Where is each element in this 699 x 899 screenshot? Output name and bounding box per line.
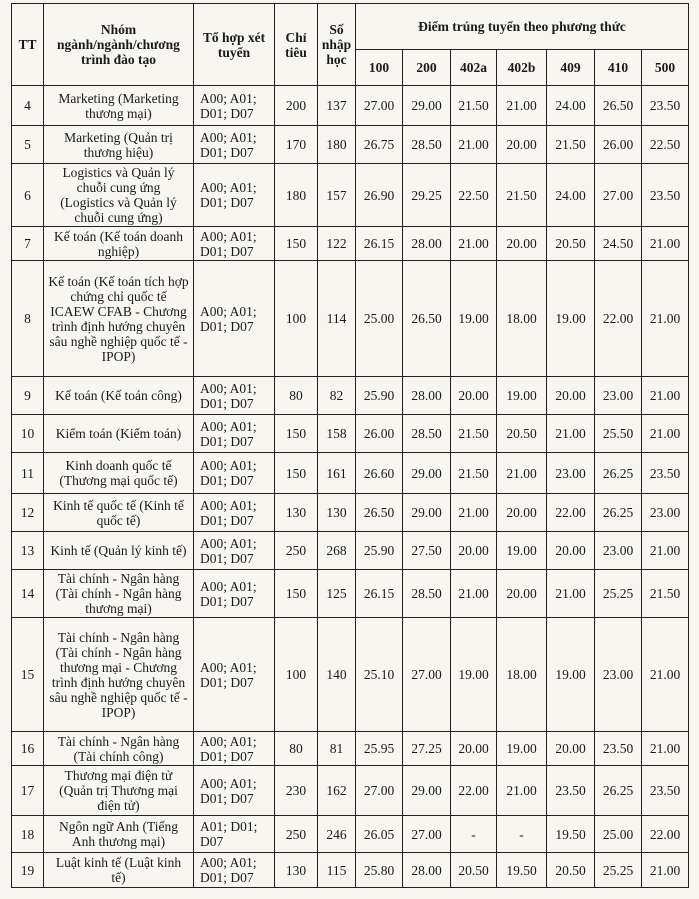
row-program: Ngôn ngữ Anh (Tiếng Anh thương mại): [44, 816, 194, 853]
header-method: 200: [403, 50, 451, 86]
row-enrolled: 81: [318, 732, 356, 766]
row-score: 25.90: [356, 377, 403, 415]
row-score: 28.00: [403, 227, 451, 261]
header-enrolled: Số nhập học: [318, 4, 356, 86]
row-score: 21.00: [642, 732, 689, 766]
row-score: 25.50: [595, 415, 642, 453]
row-quota: 130: [275, 853, 318, 888]
row-score: 23.50: [642, 766, 689, 816]
table-row: [12, 816, 689, 853]
row-enrolled: 122: [318, 227, 356, 261]
row-score: 26.25: [595, 453, 642, 494]
row-tt: 4: [12, 86, 44, 126]
row-score: 21.00: [642, 227, 689, 261]
row-score: 28.50: [403, 570, 451, 618]
row-score: 26.75: [356, 126, 403, 164]
row-tt: 17: [12, 766, 44, 816]
row-combination: A00; A01; D01; D07: [194, 377, 275, 415]
row-tt: 10: [12, 415, 44, 453]
row-score: 21.00: [497, 86, 547, 126]
row-enrolled: 115: [318, 853, 356, 888]
row-score: 21.00: [451, 494, 497, 532]
row-combination: A01; D01; D07: [194, 816, 275, 853]
row-score: 27.00: [595, 164, 642, 227]
row-enrolled: 161: [318, 453, 356, 494]
row-score: 27.25: [403, 732, 451, 766]
row-score: 19.50: [497, 853, 547, 888]
row-score: 22.50: [451, 164, 497, 227]
row-combination: A00; A01; D01; D07: [194, 164, 275, 227]
table-row: [12, 732, 689, 766]
row-program: Kinh tế quốc tế (Kinh tế quốc tế): [44, 494, 194, 532]
row-tt: 5: [12, 126, 44, 164]
row-score: 26.90: [356, 164, 403, 227]
row-score: 21.50: [451, 415, 497, 453]
row-score: 28.00: [403, 853, 451, 888]
row-score: 23.00: [595, 377, 642, 415]
row-enrolled: 137: [318, 86, 356, 126]
row-score: 21.50: [451, 86, 497, 126]
row-enrolled: 130: [318, 494, 356, 532]
row-score: 23.50: [642, 86, 689, 126]
row-score: 26.60: [356, 453, 403, 494]
row-program: Kinh doanh quốc tế (Thương mại quốc tế): [44, 453, 194, 494]
row-combination: A00; A01; D01; D07: [194, 126, 275, 164]
header-method: 410: [595, 50, 642, 86]
table-row: [12, 853, 689, 888]
row-combination: A00; A01; D01; D07: [194, 86, 275, 126]
table-row: [12, 126, 689, 164]
row-quota: 130: [275, 494, 318, 532]
row-program: Kế toán (Kế toán công): [44, 377, 194, 415]
row-score: 26.50: [356, 494, 403, 532]
row-enrolled: 114: [318, 261, 356, 377]
row-score: 26.00: [595, 126, 642, 164]
row-combination: A00; A01; D01; D07: [194, 453, 275, 494]
row-score: 27.00: [403, 618, 451, 732]
row-score: 21.50: [497, 164, 547, 227]
row-quota: 200: [275, 86, 318, 126]
row-enrolled: 125: [318, 570, 356, 618]
row-score: 26.15: [356, 227, 403, 261]
table-body: [12, 86, 689, 888]
row-score: 21.00: [642, 377, 689, 415]
row-score: -: [497, 816, 547, 853]
header-method: 500: [642, 50, 689, 86]
row-program: Kiểm toán (Kiểm toán): [44, 415, 194, 453]
row-score: 21.00: [642, 618, 689, 732]
row-score: 21.00: [451, 570, 497, 618]
row-score: 29.00: [403, 494, 451, 532]
row-score: 23.50: [595, 732, 642, 766]
row-enrolled: 140: [318, 618, 356, 732]
row-score: 20.50: [497, 415, 547, 453]
row-program: Thương mại điện tử (Quản trị Thương mại điện tử): [44, 766, 194, 816]
row-score: 21.50: [642, 570, 689, 618]
admission-score-table: [11, 3, 689, 888]
row-score: 20.00: [547, 377, 595, 415]
row-tt: 15: [12, 618, 44, 732]
row-combination: A00; A01; D01; D07: [194, 766, 275, 816]
row-score: 21.00: [547, 415, 595, 453]
row-program: Luật kinh tế (Luật kinh tế): [44, 853, 194, 888]
row-score: 26.15: [356, 570, 403, 618]
header-quota: Chỉ tiêu: [275, 4, 318, 86]
row-score: 25.25: [595, 570, 642, 618]
row-tt: 11: [12, 453, 44, 494]
row-tt: 12: [12, 494, 44, 532]
row-score: 21.00: [642, 532, 689, 570]
row-quota: 80: [275, 377, 318, 415]
row-score: 20.00: [497, 494, 547, 532]
row-tt: 9: [12, 377, 44, 415]
table-row: [12, 261, 689, 377]
row-quota: 230: [275, 766, 318, 816]
row-combination: A00; A01; D01; D07: [194, 415, 275, 453]
row-combination: A00; A01; D01; D07: [194, 261, 275, 377]
row-score: 25.25: [595, 853, 642, 888]
row-score: 21.00: [642, 853, 689, 888]
row-quota: 170: [275, 126, 318, 164]
row-score: 24.00: [547, 164, 595, 227]
row-score: 26.50: [403, 261, 451, 377]
row-score: 20.00: [451, 732, 497, 766]
row-tt: 16: [12, 732, 44, 766]
row-combination: A00; A01; D01; D07: [194, 532, 275, 570]
row-score: 19.00: [451, 261, 497, 377]
row-enrolled: 246: [318, 816, 356, 853]
row-combination: A00; A01; D01; D07: [194, 618, 275, 732]
row-score: 27.50: [403, 532, 451, 570]
row-score: 20.00: [547, 532, 595, 570]
header-program: Nhóm ngành/ngành/chương trình đào tạo: [44, 4, 194, 86]
row-score: 21.00: [642, 261, 689, 377]
row-score: 21.50: [451, 453, 497, 494]
row-score: 19.00: [547, 261, 595, 377]
row-score: 24.00: [547, 86, 595, 126]
row-score: 20.00: [497, 126, 547, 164]
row-score: 21.50: [547, 126, 595, 164]
row-quota: 80: [275, 732, 318, 766]
row-quota: 150: [275, 227, 318, 261]
table-row: [12, 164, 689, 227]
row-score: 20.00: [547, 732, 595, 766]
row-score: 21.00: [451, 227, 497, 261]
row-program: Logistics và Quản lý chuỗi cung ứng (Logistics và Quản lý chuỗi cung ứng): [44, 164, 194, 227]
row-combination: A00; A01; D01; D07: [194, 570, 275, 618]
row-score: 27.00: [403, 816, 451, 853]
row-score: 25.00: [356, 261, 403, 377]
row-score: 26.25: [595, 494, 642, 532]
row-tt: 14: [12, 570, 44, 618]
row-score: 20.50: [547, 853, 595, 888]
table-row: [12, 618, 689, 732]
table-row: [12, 453, 689, 494]
row-score: 26.25: [595, 766, 642, 816]
row-program: Kế toán (Kế toán doanh nghiệp): [44, 227, 194, 261]
row-score: 28.50: [403, 415, 451, 453]
row-score: 22.00: [642, 816, 689, 853]
row-tt: 13: [12, 532, 44, 570]
row-score: 29.00: [403, 766, 451, 816]
table-row: [12, 532, 689, 570]
row-combination: A00; A01; D01; D07: [194, 732, 275, 766]
row-score: -: [451, 816, 497, 853]
row-score: 22.00: [595, 261, 642, 377]
header-method: 402a: [451, 50, 497, 86]
row-score: 20.50: [547, 227, 595, 261]
header-scores-group: Điểm trúng tuyển theo phương thức: [356, 4, 689, 50]
row-score: 23.00: [547, 453, 595, 494]
row-score: 25.95: [356, 732, 403, 766]
row-score: 20.50: [451, 853, 497, 888]
header-combination: Tổ hợp xét tuyển: [194, 4, 275, 86]
row-score: 26.50: [595, 86, 642, 126]
header-method: 100: [356, 50, 403, 86]
row-quota: 150: [275, 570, 318, 618]
row-score: 27.00: [356, 86, 403, 126]
row-quota: 180: [275, 164, 318, 227]
row-combination: A00; A01; D01; D07: [194, 853, 275, 888]
row-score: 19.00: [497, 732, 547, 766]
row-score: 20.00: [451, 532, 497, 570]
row-score: 20.00: [497, 570, 547, 618]
row-enrolled: 158: [318, 415, 356, 453]
row-quota: 100: [275, 261, 318, 377]
row-enrolled: 180: [318, 126, 356, 164]
row-program: Tài chính - Ngân hàng (Tài chính - Ngân hàng thương mại): [44, 570, 194, 618]
row-program: Kinh tế (Quản lý kinh tế): [44, 532, 194, 570]
row-score: 19.50: [547, 816, 595, 853]
row-quota: 100: [275, 618, 318, 732]
row-score: 21.00: [451, 126, 497, 164]
row-combination: A00; A01; D01; D07: [194, 494, 275, 532]
row-score: 23.50: [642, 164, 689, 227]
row-score: 21.00: [497, 766, 547, 816]
row-tt: 8: [12, 261, 44, 377]
row-score: 29.25: [403, 164, 451, 227]
row-program: Tài chính - Ngân hàng (Tài chính - Ngân hàng thương mại - Chương trình định hướng chuyên sâu nghề nghiệp quốc tế - IPOP): [44, 618, 194, 732]
header-method: 402b: [497, 50, 547, 86]
row-score: 23.00: [595, 532, 642, 570]
row-enrolled: 162: [318, 766, 356, 816]
row-score: 27.00: [356, 766, 403, 816]
row-score: 19.00: [497, 377, 547, 415]
row-score: 28.50: [403, 126, 451, 164]
row-tt: 7: [12, 227, 44, 261]
table-header: [12, 4, 689, 86]
table-row: [12, 86, 689, 126]
row-score: 18.00: [497, 261, 547, 377]
row-score: 19.00: [497, 532, 547, 570]
row-score: 25.00: [595, 816, 642, 853]
row-score: 25.80: [356, 853, 403, 888]
table-row: [12, 377, 689, 415]
row-score: 21.00: [497, 453, 547, 494]
row-score: 21.00: [642, 415, 689, 453]
table-row: [12, 494, 689, 532]
row-score: 20.00: [497, 227, 547, 261]
row-score: 19.00: [547, 618, 595, 732]
row-score: 22.50: [642, 126, 689, 164]
row-program: Marketing (Quản trị thương hiệu): [44, 126, 194, 164]
table-row: [12, 227, 689, 261]
row-score: 23.00: [642, 494, 689, 532]
table-row: [12, 766, 689, 816]
row-score: 25.90: [356, 532, 403, 570]
row-program: Marketing (Marketing thương mại): [44, 86, 194, 126]
row-score: 29.00: [403, 86, 451, 126]
row-enrolled: 82: [318, 377, 356, 415]
row-enrolled: 157: [318, 164, 356, 227]
row-score: 28.00: [403, 377, 451, 415]
row-quota: 250: [275, 816, 318, 853]
row-tt: 18: [12, 816, 44, 853]
header-method: 409: [547, 50, 595, 86]
row-score: 29.00: [403, 453, 451, 494]
row-quota: 250: [275, 532, 318, 570]
row-tt: 6: [12, 164, 44, 227]
row-score: 19.00: [451, 618, 497, 732]
row-score: 26.00: [356, 415, 403, 453]
row-score: 23.00: [595, 618, 642, 732]
row-score: 22.00: [451, 766, 497, 816]
table-row: [12, 570, 689, 618]
row-score: 22.00: [547, 494, 595, 532]
row-tt: 19: [12, 853, 44, 888]
row-program: Kế toán (Kế toán tích hợp chứng chỉ quốc tế ICAEW CFAB - Chương trình định hướng chuyên sâu nghề nghiệp quốc tế - IPOP): [44, 261, 194, 377]
row-score: 21.00: [547, 570, 595, 618]
row-score: 23.50: [547, 766, 595, 816]
row-score: 20.00: [451, 377, 497, 415]
table-row: [12, 415, 689, 453]
row-quota: 150: [275, 415, 318, 453]
row-combination: A00; A01; D01; D07: [194, 227, 275, 261]
row-score: 26.05: [356, 816, 403, 853]
row-quota: 150: [275, 453, 318, 494]
header-tt: TT: [12, 4, 44, 86]
row-enrolled: 268: [318, 532, 356, 570]
row-program: Tài chính - Ngân hàng (Tài chính công): [44, 732, 194, 766]
row-score: 24.50: [595, 227, 642, 261]
row-score: 23.50: [642, 453, 689, 494]
row-score: 18.00: [497, 618, 547, 732]
row-score: 25.10: [356, 618, 403, 732]
